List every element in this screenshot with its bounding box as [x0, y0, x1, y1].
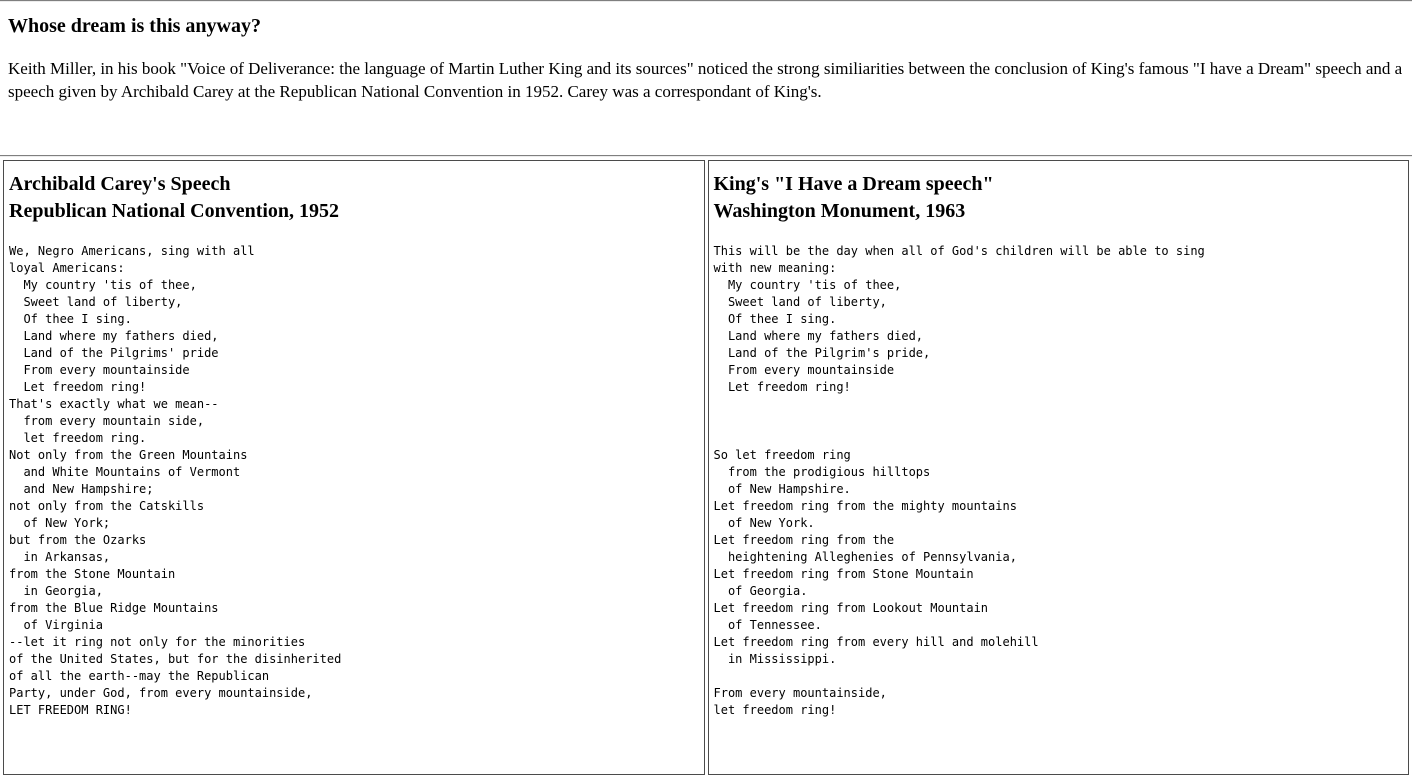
king-speech-text: This will be the day when all of God's children will be able to sing with new meaning: My country 'tis of thee, Sweet land of liberty, Of thee I sing. Land where my fathers died, Land of the Pilgrim's pride, From every mountainside Let freedom ring! So let freedom ring from the prodigious hilltops of New Hampshire. Let freedom ring from the mighty mountains of New York. Let freedom ring from the heightening Alleghenies of Pennsylvania, Let freedom ring from Stone Mountain of Georgia. Let freedom ring from Lookout Mountain of Tennessee. Let freedom ring from every hill and molehill in Mississippi. From every mountainside, let freedom ring! [713, 244, 1205, 717]
intro-paragraph: Keith Miller, in his book "Voice of Deliverance: the language of Martin Luther King and its sources" noticed the strong similiarities between the conclusion of King's famous "I have a Dream" speech and a speech given by Archibald Carey at the Republican National Convention in 1952. Carey was a correspondant of King's. [8, 59, 1403, 101]
king-heading-title: King's "I Have a Dream speech" [713, 173, 994, 195]
top-divider [0, 0, 1412, 2]
comparison-row [3, 160, 1409, 775]
carey-heading-subtitle: Republican National Convention, 1952 [9, 200, 340, 222]
king-heading-subtitle: Washington Monument, 1963 [713, 200, 966, 222]
page-title: Whose dream is this anyway? [8, 15, 261, 37]
carey-speech-cell [3, 160, 705, 775]
carey-speech-heading [9, 171, 699, 225]
carey-heading-title: Archibald Carey's Speech [9, 173, 231, 195]
speech-comparison-table [0, 157, 1412, 778]
king-speech-heading [714, 171, 1404, 225]
carey-speech-text: We, Negro Americans, sing with all loyal Americans: My country 'tis of thee, Sweet land of liberty, Of thee I sing. Land where my fathers died, Land of the Pilgrims' pride From every mountainside Let freedom ring! That's exactly what we mean-- from every mountain side, let freedom ring. Not only from the Green Mountains and White Mountains of Vermont and New Hampshire; not only from the Catskills of New York; but from the Ozarks in Arkansas, from the Stone Mountain in Georgia, from the Blue Ridge Mountains of Virginia --let it ring not only for the minorities of the United States, but for the disinherited of all the earth--may the Republican Party, under God, from every mountainside, LET FREEDOM RING! [9, 244, 342, 717]
king-speech-cell [708, 160, 1410, 775]
